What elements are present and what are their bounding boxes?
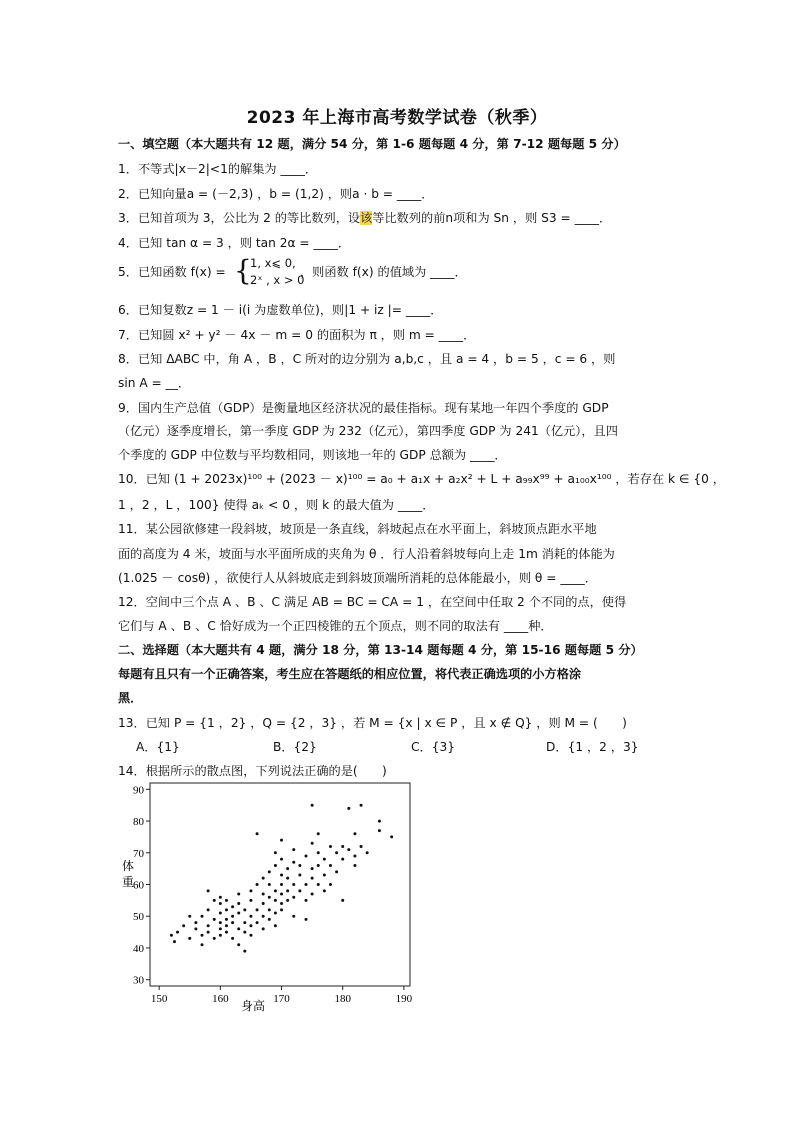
scatter-point bbox=[323, 858, 326, 861]
scatter-point bbox=[249, 889, 252, 892]
scatter-point bbox=[219, 934, 222, 937]
question-8-line-2: sin A = __． bbox=[118, 376, 191, 390]
question-7: 7．已知圆 x² + y² － 4x － m = 0 的面积为 π ，则 m = ____． bbox=[118, 328, 476, 342]
scatter-point bbox=[292, 896, 295, 899]
scatter-svg bbox=[118, 778, 418, 1018]
scatter-point bbox=[378, 820, 381, 823]
scatter-point bbox=[311, 893, 314, 896]
scatter-point bbox=[366, 851, 369, 854]
scatter-point bbox=[323, 889, 326, 892]
scatter-point bbox=[262, 915, 265, 918]
scatter-point bbox=[243, 908, 246, 911]
question-10-line-2: 1 ，2 ，L ，100} 使得 aₖ < 0 ，则 k 的最大值为 ____． bbox=[118, 498, 435, 512]
scatter-point bbox=[243, 921, 246, 924]
scatter-point bbox=[231, 905, 234, 908]
q5-case-2: 2ˣ , x > 0 bbox=[250, 273, 305, 287]
scatter-point bbox=[213, 937, 216, 940]
q5-case-1: 1, x⩽ 0, bbox=[250, 256, 296, 270]
scatter-plot bbox=[118, 778, 418, 1018]
scatter-point bbox=[262, 877, 265, 880]
scatter-point bbox=[262, 893, 265, 896]
scatter-point bbox=[170, 934, 173, 937]
q3-highlight: 该 bbox=[360, 211, 373, 225]
section2-header-line-2: 每题有且只有一个正确答案，考生应在答题纸的相应位置，将代表正确选项的小方格涂 bbox=[118, 667, 582, 681]
scatter-point bbox=[207, 889, 210, 892]
scatter-point bbox=[256, 921, 259, 924]
scatter-point bbox=[237, 902, 240, 905]
scatter-point bbox=[292, 861, 295, 864]
scatter-point bbox=[341, 845, 344, 848]
x-tick-label: 180 bbox=[334, 993, 351, 1005]
scatter-point bbox=[225, 908, 228, 911]
question-13: 13．已知 P = {1 ，2} ，Q = {2 ，3} ，若 M = {x | x ∈ P ，且 x ∉ Q} ，则 M = ( ) bbox=[118, 716, 627, 730]
y-tick-label: 30 bbox=[133, 974, 144, 987]
x-tick-label: 160 bbox=[212, 993, 229, 1005]
scatter-point bbox=[311, 804, 314, 807]
question-11-line-3: (1.025 － cosθ) ，欲使行人从斜坡底走到斜坡顶端所消耗的总体能最小，则 θ = ____． bbox=[118, 571, 597, 585]
scatter-point bbox=[292, 848, 295, 851]
scatter-point bbox=[280, 893, 283, 896]
y-axis-label-2: 重 bbox=[122, 875, 135, 889]
scatter-point bbox=[219, 912, 222, 915]
scatter-point bbox=[353, 832, 356, 835]
scatter-point bbox=[225, 918, 228, 921]
scatter-point bbox=[305, 899, 308, 902]
question-8-line-1: 8．已知 ΔABC 中，角 A ，B ，C 所对的边分别为 a,b,c ，且 a = 4 ，b = 5 ，c = 6 ，则 bbox=[118, 352, 616, 366]
scatter-point bbox=[329, 864, 332, 867]
scatter-point bbox=[274, 899, 277, 902]
scatter-point bbox=[262, 902, 265, 905]
scatter-point bbox=[353, 864, 356, 867]
q5-tail: ，则函数 f(x) 的值域为 ____． bbox=[300, 265, 467, 279]
scatter-point bbox=[268, 883, 271, 886]
scatter-point bbox=[219, 896, 222, 899]
scatter-point bbox=[323, 873, 326, 876]
question-12-line-2: 它们与 A 、B 、C 恰好成为一个正四棱锥的五个顶点，则不同的取法有 ____种． bbox=[118, 619, 553, 633]
scatter-point bbox=[219, 927, 222, 930]
y-tick-label: 50 bbox=[133, 911, 144, 924]
scatter-point bbox=[311, 867, 314, 870]
scatter-point bbox=[173, 940, 176, 943]
q3-text-post: 等比数列的前n项和为 Sn ，则 S3 = ____． bbox=[372, 211, 612, 225]
scatter-point bbox=[225, 931, 228, 934]
scatter-point bbox=[268, 896, 271, 899]
scatter-point bbox=[231, 937, 234, 940]
question-9-line-2: （亿元）逐季度增长，第一季度 GDP 为 232（亿元），第四季度 GDP 为 241（亿元），且四 bbox=[118, 424, 618, 438]
scatter-point bbox=[286, 899, 289, 902]
scatter-point bbox=[207, 924, 210, 927]
scatter-point bbox=[341, 899, 344, 902]
scatter-point bbox=[286, 877, 289, 880]
q13-option-a[interactable]: A．{1} bbox=[136, 740, 180, 754]
scatter-point bbox=[317, 851, 320, 854]
section2-header-line-3: 黑． bbox=[118, 691, 143, 705]
scatter-point bbox=[268, 918, 271, 921]
section2-header-line-1: 二、选择题（本大题共有 4 题，满分 18 分，第 13-14 题每题 4 分，第 15-16 题每题 5 分） bbox=[118, 643, 643, 657]
scatter-point bbox=[194, 927, 197, 930]
scatter-point bbox=[213, 918, 216, 921]
scatter-point bbox=[329, 845, 332, 848]
question-14: 14．根据所示的散点图，下列说法正确的是( ) bbox=[118, 764, 387, 778]
scatter-point bbox=[225, 899, 228, 902]
scatter-point bbox=[256, 883, 259, 886]
scatter-point bbox=[237, 912, 240, 915]
scatter-point bbox=[274, 889, 277, 892]
scatter-point bbox=[292, 915, 295, 918]
q5-piecewise bbox=[250, 255, 304, 289]
q5-text-pre: 5．已知函数 f(x) = bbox=[118, 265, 226, 279]
scatter-point bbox=[225, 924, 228, 927]
q3-text-pre: 3．已知首项为 3，公比为 2 的等比数列，设 bbox=[118, 211, 361, 225]
scatter-point bbox=[249, 899, 252, 902]
question-11-line-2: 面的高度为 4 米，坡面与水平面所成的夹角为 θ ．行人沿着斜坡每向上走 1m 消耗的体能为 bbox=[118, 547, 615, 561]
scatter-point bbox=[341, 858, 344, 861]
scatter-point bbox=[237, 927, 240, 930]
scatter-point bbox=[274, 864, 277, 867]
scatter-point bbox=[305, 918, 308, 921]
scatter-point bbox=[188, 915, 191, 918]
question-1: 1．不等式|x－2|<1的解集为 ____． bbox=[118, 162, 318, 176]
scatter-point bbox=[286, 867, 289, 870]
scatter-point bbox=[237, 943, 240, 946]
question-9-line-1: 9．国内生产总值（GDP）是衡量地区经济状况的最佳指标。现有某地一年四个季度的 GDP bbox=[118, 401, 609, 415]
scatter-point bbox=[360, 845, 363, 848]
scatter-point bbox=[249, 915, 252, 918]
scatter-point bbox=[249, 924, 252, 927]
scatter-point bbox=[231, 915, 234, 918]
scatter-point bbox=[274, 912, 277, 915]
scatter-point bbox=[347, 848, 350, 851]
scatter-point bbox=[274, 851, 277, 854]
scatter-point bbox=[194, 921, 197, 924]
scatter-point bbox=[280, 858, 283, 861]
scatter-point bbox=[298, 864, 301, 867]
scatter-point bbox=[262, 927, 265, 930]
scatter-point bbox=[219, 921, 222, 924]
scatter-point bbox=[268, 870, 271, 873]
page-title: 2023 年上海市高考数学试卷（秋季） bbox=[246, 108, 548, 128]
scatter-point bbox=[378, 829, 381, 832]
scatter-point bbox=[311, 877, 314, 880]
scatter-point bbox=[329, 883, 332, 886]
scatter-point bbox=[317, 864, 320, 867]
scatter-point bbox=[219, 902, 222, 905]
question-10-line-1: 10．已知 (1 + 2023x)¹⁰⁰ + (2023 － x)¹⁰⁰ = a₀ + a₁x + a₂x² + L + a₉₉x⁹⁹ + a₁₀₀x¹⁰⁰ ，若存在 k ∈ {0 ， bbox=[118, 472, 725, 486]
x-axis-label: 身高 bbox=[240, 999, 266, 1013]
scatter-point bbox=[347, 807, 350, 810]
scatter-point bbox=[298, 873, 301, 876]
scatter-point bbox=[280, 839, 283, 842]
scatter-point bbox=[243, 950, 246, 953]
scatter-point bbox=[280, 883, 283, 886]
question-6: 6．已知复数z = 1 － i(i 为虚数单位)，则|1 + iz |= ____． bbox=[118, 303, 443, 317]
scatter-point bbox=[274, 924, 277, 927]
y-tick-label: 40 bbox=[133, 942, 144, 955]
scatter-point bbox=[201, 915, 204, 918]
scatter-point bbox=[256, 832, 259, 835]
y-axis-label-1: 体 bbox=[122, 859, 135, 873]
question-9-line-3: 个季度的 GDP 中位数与平均数相同，则该地一年的 GDP 总额为 ____． bbox=[118, 448, 507, 462]
scatter-point bbox=[268, 908, 271, 911]
q13-option-b[interactable]: B．{2} bbox=[273, 740, 317, 754]
scatter-point bbox=[182, 924, 185, 927]
x-tick-label: 190 bbox=[395, 993, 413, 1005]
y-tick-label: 60 bbox=[133, 879, 144, 892]
scatter-point bbox=[298, 889, 301, 892]
q13-option-c[interactable]: C．{3} bbox=[411, 740, 455, 754]
y-tick-label: 80 bbox=[133, 816, 144, 829]
scatter-point bbox=[237, 893, 240, 896]
scatter-point bbox=[243, 931, 246, 934]
x-tick-label: 150 bbox=[150, 993, 168, 1005]
question-12-line-1: 12．空间中三个点 A 、B 、C 满足 AB = BC = CA = 1 ，在空间中任取 2 个不同的点，使得 bbox=[118, 595, 627, 609]
scatter-point bbox=[280, 908, 283, 911]
question-3 bbox=[118, 209, 678, 227]
q13-option-d[interactable]: D．{1 ，2 ，3} bbox=[546, 740, 639, 754]
scatter-point bbox=[201, 934, 204, 937]
y-tick-label: 90 bbox=[133, 784, 144, 797]
scatter-point bbox=[311, 842, 314, 845]
question-2: 2．已知向量a = (－2,3) ，b = (1,2) ，则a · b = ____． bbox=[118, 187, 434, 201]
scatter-point bbox=[249, 934, 252, 937]
scatter-point bbox=[207, 931, 210, 934]
scatter-point bbox=[231, 921, 234, 924]
scatter-point bbox=[280, 902, 283, 905]
scatter-point bbox=[280, 873, 283, 876]
scatter-point bbox=[256, 908, 259, 911]
scatter-point bbox=[176, 931, 179, 934]
q5-brace: { bbox=[234, 254, 252, 287]
y-tick-label: 70 bbox=[133, 847, 144, 860]
scatter-point bbox=[305, 883, 308, 886]
scatter-point bbox=[292, 883, 295, 886]
question-11-line-1: 11．某公园欲修建一段斜坡，坡顶是一条直线，斜坡起点在水平面上，斜坡顶点距水平地 bbox=[118, 522, 597, 536]
scatter-point bbox=[360, 804, 363, 807]
scatter-point bbox=[353, 854, 356, 857]
scatter-point bbox=[188, 937, 191, 940]
scatter-point bbox=[317, 883, 320, 886]
scatter-point bbox=[335, 851, 338, 854]
scatter-point bbox=[201, 943, 204, 946]
scatter-point bbox=[305, 854, 308, 857]
scatter-point bbox=[207, 908, 210, 911]
plot-frame bbox=[150, 783, 410, 986]
scatter-point bbox=[286, 889, 289, 892]
x-tick-label: 170 bbox=[273, 993, 290, 1005]
scatter-point bbox=[335, 870, 338, 873]
scatter-point bbox=[317, 832, 320, 835]
scatter-point bbox=[213, 899, 216, 902]
scatter-point bbox=[390, 835, 393, 838]
question-4: 4．已知 tan α = 3 ，则 tan 2α = ____． bbox=[118, 236, 351, 250]
section1-header: 一、填空题（本大题共有 12 题，满分 54 分，第 1-6 题每题 4 分，第 7-12 题每题 5 分） bbox=[118, 137, 626, 151]
